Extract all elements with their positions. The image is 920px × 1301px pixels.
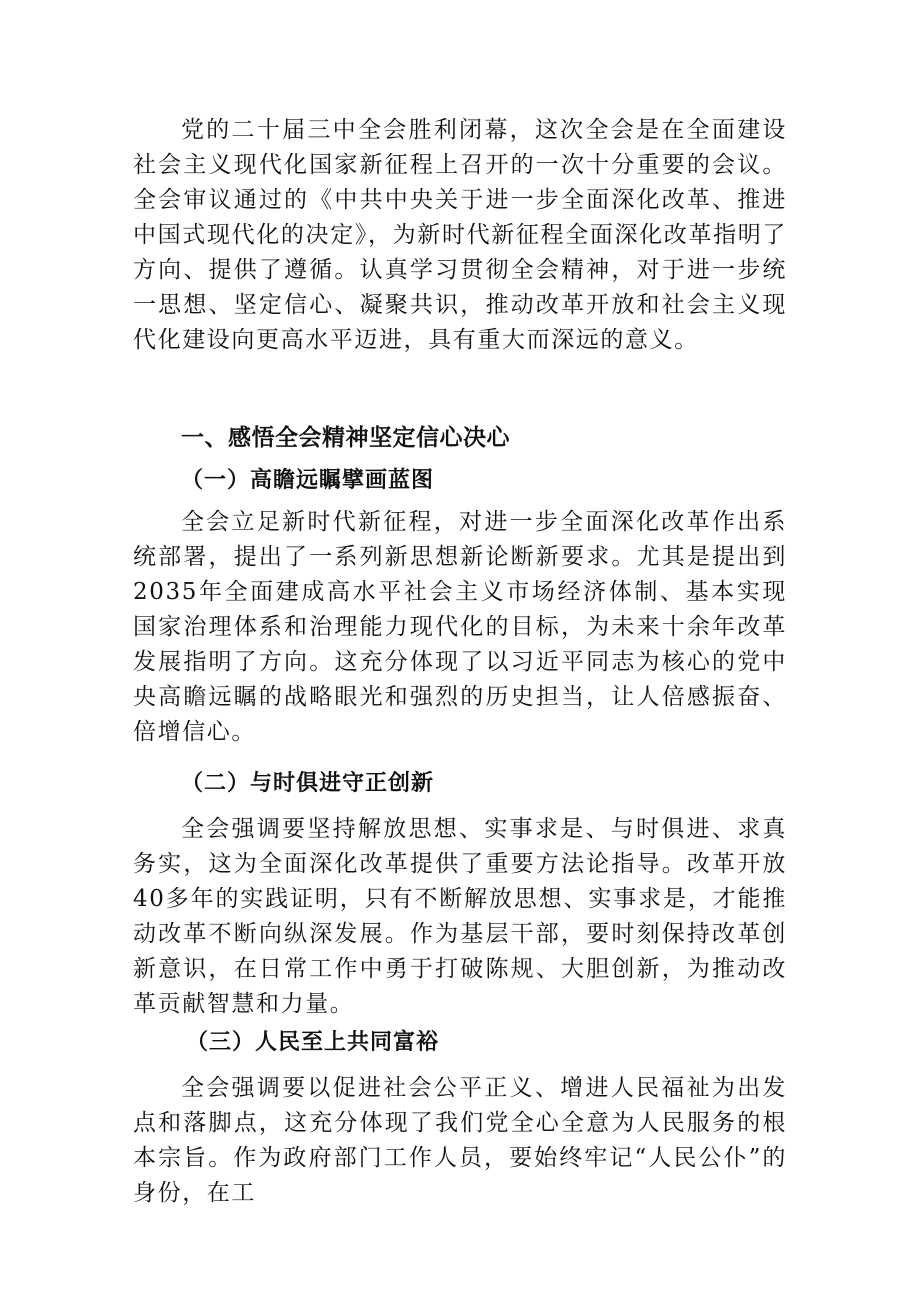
subsection-heading-1: （一）高瞻远瞩擘画蓝图 [181,467,435,493]
subsection-2-paragraph: 全会强调要坚持解放思想、实事求是、与时俱进、求真务实，这为全面深化改革提供了重要方法论指导。改革开放40多年的实践证明，只有不断解放思想、实事求是，才能推动改革不断向纵深发展。作为基层干部，要时刻保持改革创新意识，在日常工作中勇于打破陈规、大胆创新，为推动改革贡献智慧和力量。 [133,816,787,1017]
subsection-3-paragraph: 全会强调要以促进社会公平正义、增进人民福祉为出发点和落脚点，这充分体现了我们党全心全意为人民服务的根本宗旨。作为政府部门工作人员，要始终牢记“人民公仆”的身份，在工 [133,1075,787,1206]
subsection-heading-2: （二）与时俱进守正创新 [181,770,435,796]
section-heading-1: 一、感悟全会精神坚定信心决心 [181,425,510,451]
intro-paragraph: 党的二十届三中全会胜利闭幕，这次全会是在全面建设社会主义现代化国家新征程上召开的一次十分重要的会议。全会审议通过的《中共中央关于进一步全面深化改革、推进中国式现代化的决定》，为新时代新征程全面深化改革指明了方向、提供了遵循。认真学习贯彻全会精神，对于进一步统一思想、坚定信心、凝聚共识，推动改革开放和社会主义现代化建设向更高水平迈进，具有重大而深远的意义。 [133,117,787,353]
subsection-heading-3: （三）人民至上共同富裕 [186,1029,440,1055]
subsection-1-paragraph: 全会立足新时代新征程，对进一步全面深化改革作出系统部署，提出了一系列新思想新论断新要求。尤其是提出到2035年全面建成高水平社会主义市场经济体制、基本实现国家治理体系和治理能力现代化的目标，为未来十余年改革发展指明了方向。这充分体现了以习近平同志为核心的党中央高瞻远瞩的战略眼光和强烈的历史担当，让人倍感振奋、倍增信心。 [133,509,787,745]
